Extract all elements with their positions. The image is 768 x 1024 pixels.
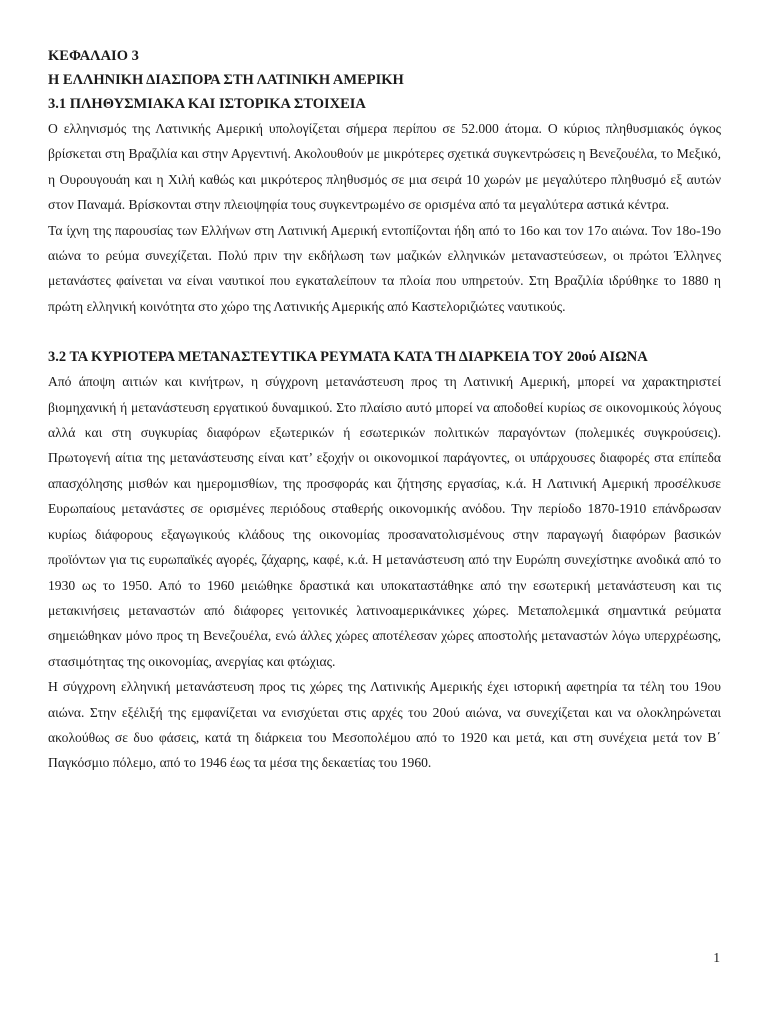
paragraph: Τα ίχνη της παρουσίας των Ελλήνων στη Λατινική Αμερική εντοπίζονται ήδη από το 16ο και τον 17ο αιώνα. Τον 18ο-19ο αιώνα το ρεύμα συνεχίζεται. Πολύ πριν την εκδήλωση των μαζικών ελληνικών μεταναστεύσεων, οι πρώτοι Έλληνες μετανάστες φαίνεται να είναι ναυτικοί που εγκαταλείπουν τα πλοία που υπηρετούν. Στη Βραζιλία ιδρύθηκε το 1880 η πρώτη ελληνική κοινότητα στο χώρο της Λατινικής Αμερικής από Καστελοριζιώτες ναυτικούς. <box>48 222 721 314</box>
chapter-title: Η ΕΛΛΗΝΙΚΗ ΔΙΑΣΠΟΡΑ ΣΤΗ ΛΑΤΙΝΙΚΗ ΑΜΕΡΙΚΗ <box>48 72 404 88</box>
section-2 <box>48 345 721 776</box>
chapter-label: ΚΕΦΑΛΑΙΟ 3 <box>48 48 139 64</box>
page-number: 1 <box>713 950 720 965</box>
paragraph: Από άποψη αιτιών και κινήτρων, η σύγχρονη μετανάστευση προς τη Λατινική Αμερική, μπορεί να χαρακτηριστεί βιομηχανική ή μετανάστευση εργατικού δυναμικού. Στο πλαίσιο αυτό μπορεί να αποδοθεί κυρίως σε οικονομικούς λόγους αλλά και στη συγκυρίας διαφόρων εξωτερικών ή εσωτερικών πολιτικών παραγόντων (πολεμικές συγκρούσεις). Πρωτογενή αίτια της μετανάστευσης είναι κατ’ εξοχήν οι οικονομικοί παράγοντες, οι υπάρχουσες διαφορές στα επίπεδα απασχόλησης μισθών και ημερομισθίων, της προσφοράς και ζήτησης εργασίας, κ.ά. Η Λατινική Αμερική προσέλκυσε Ευρωπαίους μετανάστες σε ορισμένες περιόδους σταθερής οικονομικής ανόδου. Την περίοδο 1870-1910 επάνδρωσαν κυρίως διάφορους εξαγωγικούς κλάδους της οικονομίας προσανατολισμένους στην παραγωγή διαφόρων βασικών προϊόντων για τις ευρωπαϊκές αγορές, ζάχαρης, καφέ, κ.ά. Η μετανάστευση από την Ευρώπη συνεχίστηκε ανοδικά από το 1930 ως το 1950. Από το 1960 μειώθηκε δραστικά και υποκαταστάθηκε από την εσωτερική μετανάστευση και τις μετακινήσεις μεταναστών από διάφορες γειτονικές λατινοαμερικάνικες χώρες. Μεταπολεμικά σημαντικά ρεύματα σημειώθηκαν μόνο προς τη Βενεζουέλα, ενώ άλλες χώρες αποτέλεσαν χώρες αποστολής μεταναστών λόγω υπερχρέωσης, στασιμότητας της οικονομίας, ανεργίας και φτώχιας. <box>48 374 721 669</box>
document-page <box>48 44 721 776</box>
paragraph: Η σύγχρονη ελληνική μετανάστευση προς τις χώρες της Λατινικής Αμερικής έχει ιστορική αφετηρία τα τέλη του 19ου αιώνα. Στην εξέλιξή της εμφανίζεται να ενισχύεται στις αρχές του 20ού αιώνα, να συνεχίζεται και να ολοκληρώνεται ακολούθως σε δυο φάσεις, κατά τη διάρκεια του Μεσοπολέμου από το 1920 και μετά, και στη συνέχεια μετά τον Β΄ Παγκόσμιο πόλεμο, από το 1946 έως τα μέσα της δεκαετίας του 1960. <box>48 679 721 771</box>
paragraph: Ο ελληνισμός της Λατινικής Αμερική υπολογίζεται σήμερα περίπου σε 52.000 άτομα. Ο κύριος πληθυσμιακός όγκος βρίσκεται στη Βραζιλία και στην Αργεντινή. Ακολουθούν με μικρότερες σχετικά συγκεντρώσεις η Βενεζουέλα, το Μεξικό, η Ουρουγουάη και η Χιλή καθώς και μικρότερος πληθυσμός σε μια σειρά 10 χωρών με μεγαλύτερο πληθυσμό εξ αυτών στον Παναμά. Βρίσκονται στην πλειοψηφία τους συγκεντρωμένο σε ορισμένα από τα μεγαλύτερα αστικά κέντρα. <box>48 121 721 213</box>
section-1 <box>48 92 721 319</box>
section-heading: 3.1 ΠΛΗΘΥΣΜΙΑΚΑ ΚΑΙ ΙΣΤΟΡΙΚΑ ΣΤΟΙΧΕΙΑ <box>48 96 366 112</box>
section-heading: 3.2 ΤΑ ΚΥΡΙΟΤΕΡΑ ΜΕΤΑΝΑΣΤΕΥΤΙΚΑ ΡΕΥΜΑΤΑ ΚΑΤΑ ΤΗ ΔΙΑΡΚΕΙΑ ΤΟΥ 20ού ΑΙΩΝΑ <box>48 349 648 366</box>
